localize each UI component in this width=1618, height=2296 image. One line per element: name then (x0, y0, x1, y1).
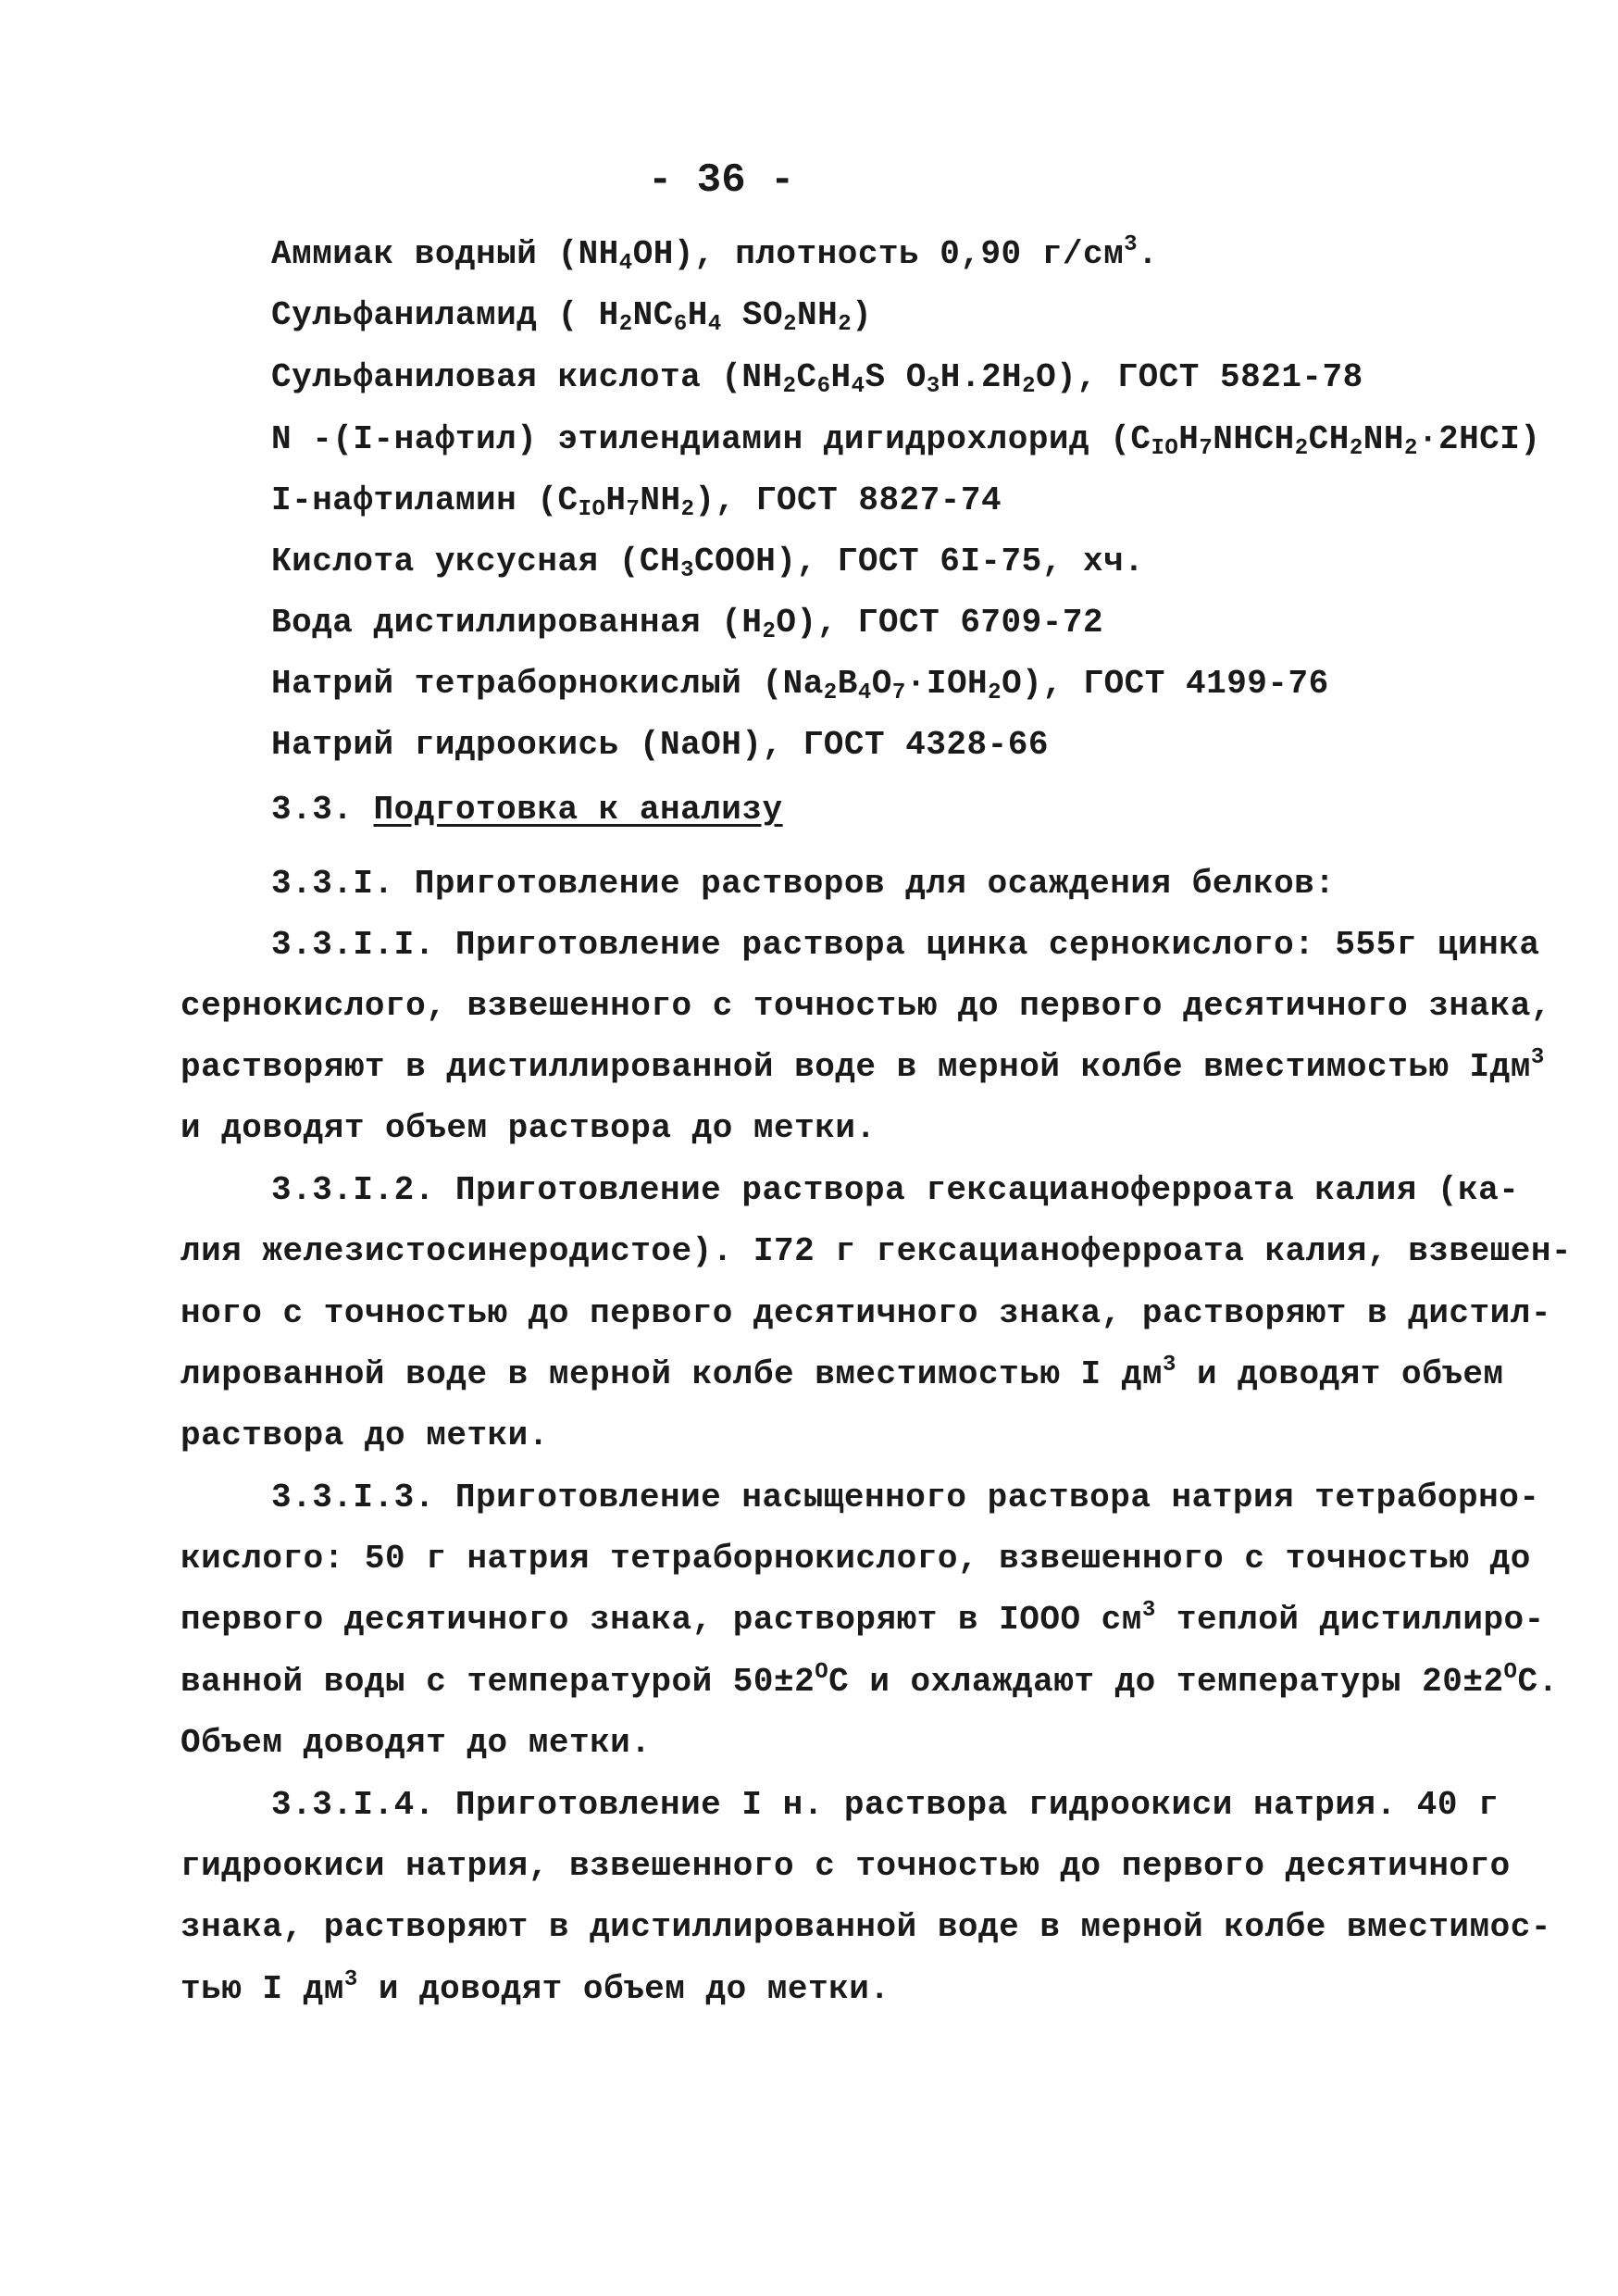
reagent-line: Вода дистиллированная $(H_2O)$, ГОСТ 6709-72 (271, 604, 1104, 644)
text-line: растворяют в дистиллированной воде в мерной колбе вместимостью Iдм$^3$ (180, 1045, 1545, 1086)
reagent-line: I-нафтиламин $(C_{IO}H_7NH_2)$, ГОСТ 8827-74 (271, 481, 1002, 522)
subscript: 2 (1294, 436, 1309, 461)
subscript: 2 (838, 312, 853, 337)
subscript: 2 (762, 619, 777, 644)
subscript: IO (578, 497, 606, 522)
subscript: 2 (1349, 436, 1363, 461)
text-line: раствора до метки. (180, 1416, 549, 1454)
text-line: гидроокиси натрия, взвешенного с точностью до первого десятичного (180, 1847, 1511, 1885)
subscript: 4 (857, 680, 872, 705)
text-line: 3.3.I.3. Приготовление насыщенного раствора натрия тетраборно- (271, 1479, 1540, 1516)
page-number: - 36 - (648, 157, 795, 204)
superscript: O (1503, 1660, 1518, 1685)
reagent-line: N -(I-нафтил) этилендиамин дигидрохлорид $(C_{IO}H_7NHCH_2CH_2NH_2\cdot 2HCI)$ (271, 420, 1541, 461)
subscript: 4 (851, 374, 865, 399)
subscript: 6 (673, 312, 688, 337)
subscript: 7 (891, 680, 906, 705)
superscript: 3 (1530, 1045, 1545, 1070)
reagent-line: Аммиак водный $(NH_4OH)$, плотность 0,90 $г/см^3$. (271, 232, 1159, 276)
text-line: тью I $дм^3$ и доводят объем до метки. (180, 1967, 890, 2008)
reagent-line: Кислота уксусная $(CH_3COOH)$, ГОСТ 6I-75, хч. (271, 543, 1145, 583)
text-line: знака, растворяют в дистиллированной воде в мерной колбе вместимос- (180, 1908, 1551, 1946)
reagent-line: Сульфаниламид ( $H_2NC_6H_4$ $SO_2NH_2$) (271, 296, 873, 337)
text-line: 3.3.I.2. Приготовление раствора гексацианоферроата калия (ка- (271, 1171, 1520, 1209)
text-line: 3.3.I. Приготовление растворов для осаждения белков: (271, 865, 1336, 903)
subscript: 7 (626, 497, 641, 522)
reagent-line: Натрий гидроокись (NaOH), ГОСТ 4328-66 (271, 726, 1049, 764)
subscript: 4 (707, 312, 722, 337)
subscript: 7 (1199, 436, 1214, 461)
text-line: 3.3.I.I. Приготовление раствора цинка сернокислого: 555г цинка (271, 926, 1540, 964)
superscript: 3 (1124, 232, 1139, 257)
subscript: 2 (988, 680, 1002, 705)
superscript: O (815, 1660, 829, 1685)
subscript: 2 (782, 374, 797, 399)
subscript: 2 (1403, 436, 1418, 461)
subscript: 2 (1022, 374, 1037, 399)
text-line: ванной воды с температурой $50\pm 2^OC$ и охлаждают до температуры $20\pm 2^OC$. (180, 1660, 1559, 1701)
superscript: 3 (1162, 1353, 1176, 1378)
text-line: кислого: 50 г натрия тетраборнокислого, взвешенного с точностью до (180, 1540, 1531, 1578)
text-line: ного с точностью до первого десятичного знака, растворяют в дистил- (180, 1294, 1551, 1332)
section-heading (271, 789, 783, 831)
text-line: лия железистосинеродистое). I72 г гексацианоферроата калия, взвешен- (180, 1232, 1573, 1270)
subscript: 2 (618, 312, 633, 337)
text-line: 3.3.I.4. Приготовление I н. раствора гидроокиси натрия. 40 г (271, 1786, 1500, 1824)
subscript: 6 (816, 374, 831, 399)
reagent-line: Натрий тетраборнокислый $(Na_2B_4O_7\cdot IOH_2O)$, ГОСТ 4199-76 (271, 665, 1329, 705)
subscript: 4 (618, 251, 633, 276)
text-line: сернокислого, взвешенного с точностью до первого десятичного знака, (180, 987, 1551, 1025)
text-line: и доводят объем раствора до метки. (180, 1109, 877, 1147)
subscript: IO (1151, 436, 1179, 461)
section-number: 3.3. (271, 791, 354, 829)
superscript: 3 (343, 1967, 358, 1992)
subscript: 2 (783, 312, 798, 337)
subscript: 2 (823, 680, 838, 705)
subscript: 3 (680, 558, 694, 583)
reagent-line: Сульфаниловая кислота ($NH_2C_6H_4S$ $O_3H.2H_2O$), ГОСТ 5821-78 (271, 358, 1363, 399)
section-title: Подготовка к анализу (373, 791, 783, 829)
subscript: 3 (926, 374, 940, 399)
superscript: 3 (1141, 1598, 1156, 1623)
text-line: первого десятичного знака, растворяют в IOOO $см^3$ теплой дистиллиро- (180, 1598, 1545, 1639)
subscript: 2 (680, 497, 695, 522)
text-line: Объем доводят до метки. (180, 1724, 652, 1762)
text-line: лированной воде в мерной колбе вместимостью I $дм^3$ и доводят объем (180, 1353, 1504, 1393)
